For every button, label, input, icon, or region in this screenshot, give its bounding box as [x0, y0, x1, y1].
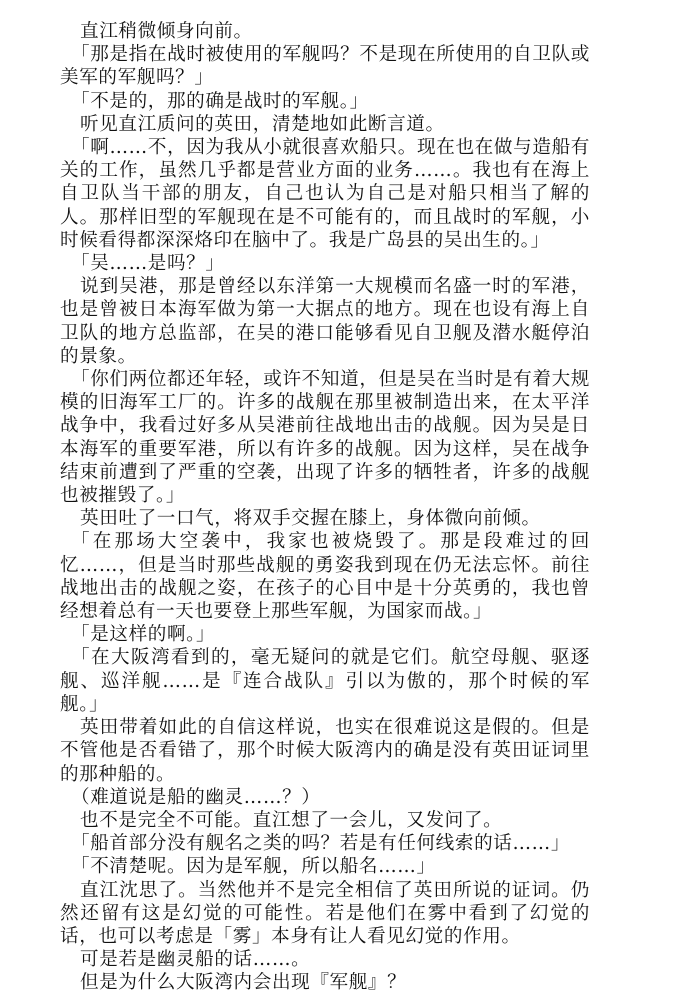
paragraph-narration: 可是若是幽灵船的话……。 — [80, 949, 311, 971]
paragraph-dialogue: 「吴……是吗？」 — [71, 253, 225, 275]
paragraph-narration: 也不是完全不可能。直江想了一会儿，又发问了。 — [80, 809, 503, 831]
paragraph-dialogue: 「不是的，那的确是战时的军舰。」 — [71, 90, 369, 112]
paragraph-narration: 英田带着如此的自信这样说，也实在很难说这是假的。但是不管他是否看错了，那个时候大阪湾内的确是没有英田证词里的那种船的。 — [60, 717, 590, 785]
paragraph-dialogue: 「不清楚呢。因为是军舰，所以船名……」 — [71, 856, 436, 878]
document-page — [60, 20, 590, 995]
paragraph-dialogue: 「在那场大空袭中，我家也被烧毁了。那是段难过的回忆……，但是当时那些战舰的勇姿我到现在仍无法忘怀。前往战地出击的战舰之姿，在孩子的心目中是十分英勇的，我也曾经想着总有一天也要登上那些军舰，为国家而战。」 — [60, 531, 590, 623]
paragraph-dialogue: 「在大阪湾看到的，毫无疑问的就是它们。航空母舰、驱逐舰、巡洋舰……是『连合战队』引以为傲的，那个时候的军舰。」 — [60, 647, 590, 715]
paragraph-narration: 听见直江质问的英田，清楚地如此断言道。 — [80, 113, 445, 135]
paragraph-dialogue: 「啊……不，因为我从小就很喜欢船只。现在也在做与造船有关的工作，虽然几乎都是营业方面的业务……。我也有在海上自卫队当干部的朋友，自己也认为自己是对船只相当了解的人。那样旧型的军舰现在是不可能有的，而且战时的军舰，小时候看得都深深烙印在脑中了。我是广岛县的吴出生的。」 — [60, 137, 590, 251]
paragraph-narration: 说到吴港，那是曾经以东洋第一大规模而名盛一时的军港，也是曾被日本海军做为第一大据点的地方。现在也设有海上自卫队的地方总监部，在吴的港口能够看见自卫舰及潜水艇停泊的景象。 — [60, 276, 590, 367]
paragraph-dialogue: 「船首部分没有舰名之类的吗？若是有任何线索的话……」 — [71, 833, 571, 855]
paragraph-thought: （难道说是船的幽灵……？） — [71, 786, 321, 808]
paragraph-dialogue: 「那是指在战时被使用的军舰吗？不是现在所使用的自卫队或美军的军舰吗？」 — [60, 44, 590, 89]
paragraph-narration: 但是为什么大阪湾内会出现『军舰』？ — [80, 972, 407, 994]
paragraph-dialogue: 「是这样的啊。」 — [71, 624, 216, 646]
paragraph-narration: 英田吐了一口气，将双手交握在膝上，身体微向前倾。 — [80, 508, 541, 530]
paragraph-narration: 直江沈思了。当然他并不是完全相信了英田所说的证词。仍然还留有这是幻觉的可能性。若是他们在雾中看到了幻觉的话，也可以考虑是「雾」本身有让人看见幻觉的作用。 — [60, 879, 590, 947]
paragraph-narration: 直江稍微倾身向前。 — [80, 21, 253, 42]
paragraph-dialogue: 「你们两位都还年轻，或许不知道，但是吴在当时是有着大规模的旧海军工厂的。许多的战舰在那里被制造出来，在太平洋战争中，我看过好多从吴港前往战地出击的战舰。因为吴是日本海军的重要军港，所以有许多的战舰。因为这样，吴在战争结束前遭到了严重的空袭，出现了许多的牺牲者，许多的战舰也被摧毁了。」 — [60, 369, 590, 507]
